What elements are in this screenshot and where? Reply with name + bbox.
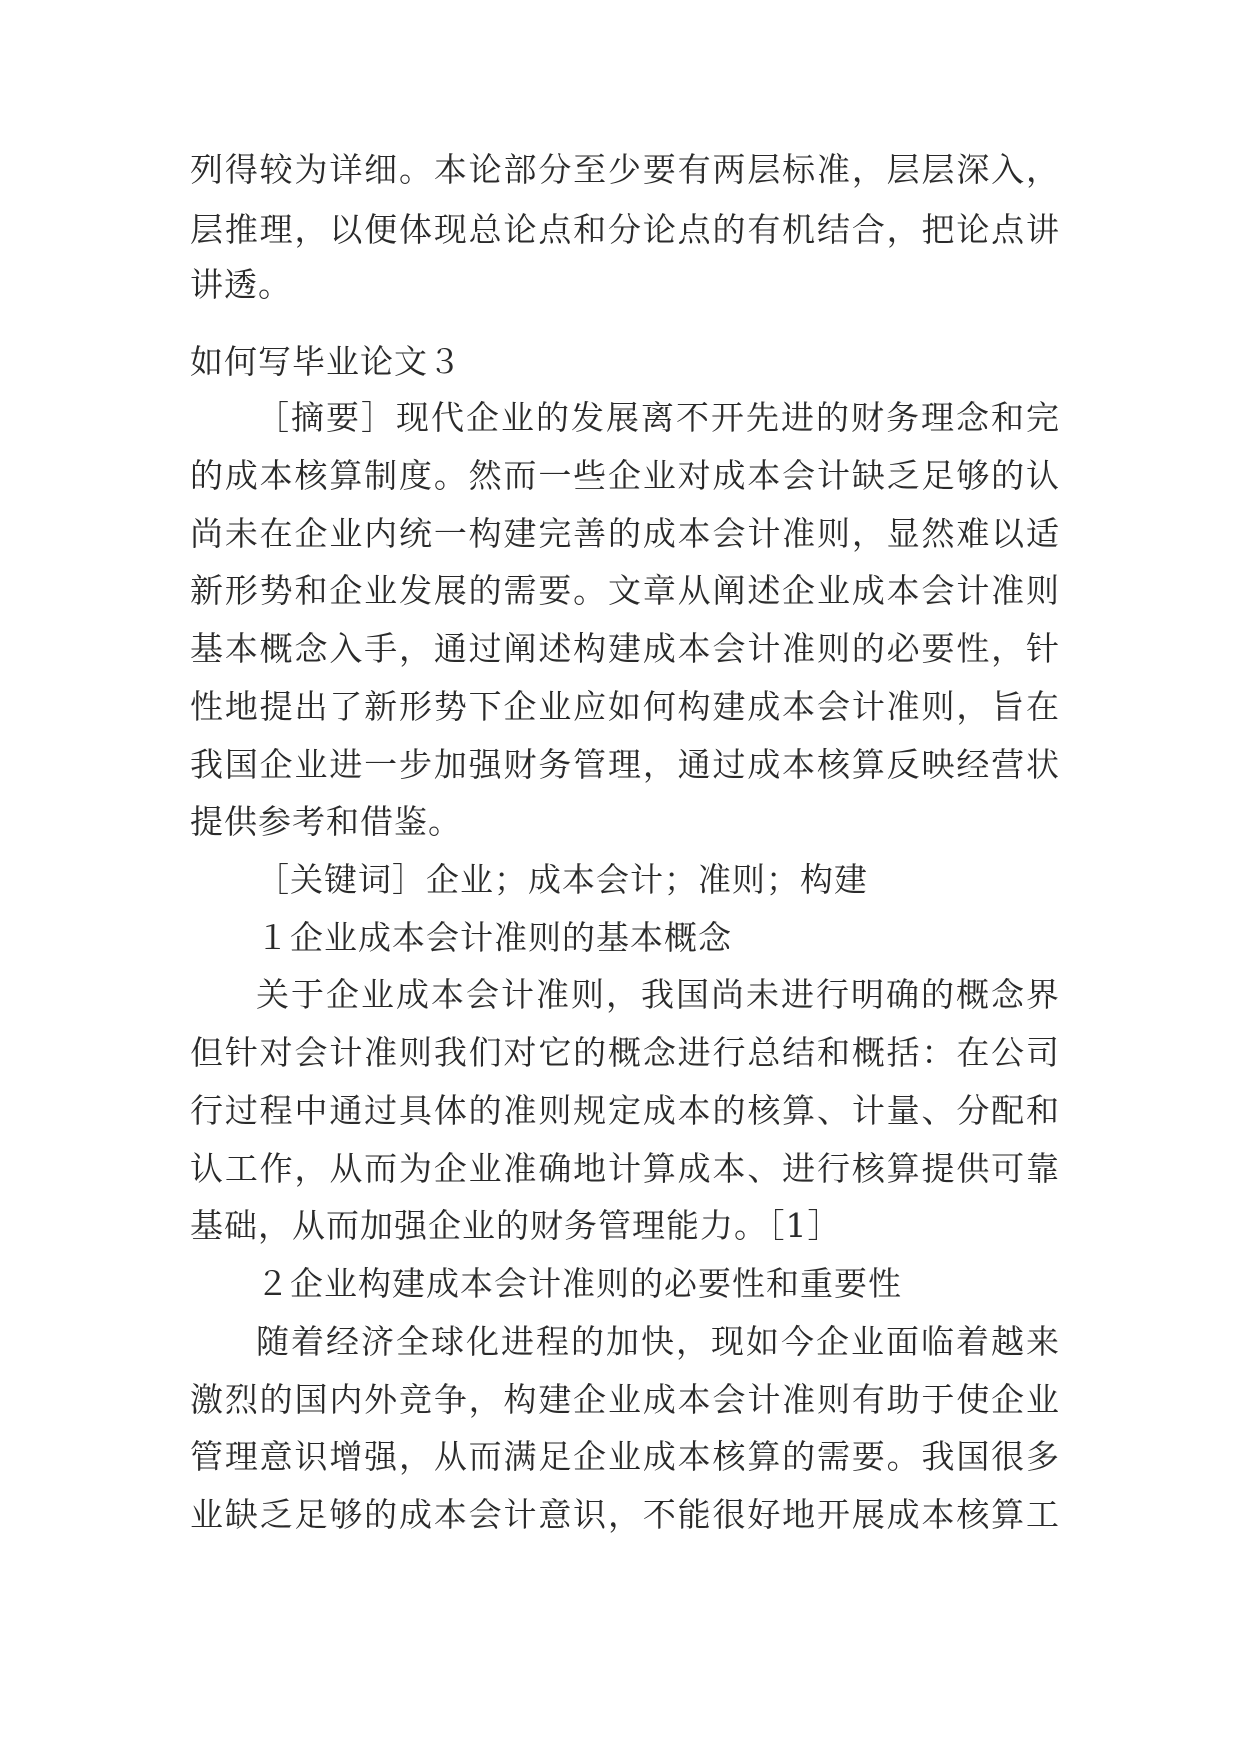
text-line: 基本概念入手，通过阐述构建成本会计准则的必要性，针 bbox=[190, 629, 1060, 668]
text-line: 关于企业成本会计准则，我国尚未进行明确的概念界 bbox=[256, 975, 1060, 1014]
text-line: 新形势和企业发展的需要。文章从阐述企业成本会计准则 bbox=[190, 571, 1060, 610]
subheading-2: ２企业构建成本会计准则的必要性和重要性 bbox=[256, 1264, 902, 1303]
text-line: 基础，从而加强企业的财务管理能力。［1］ bbox=[190, 1206, 842, 1245]
text-line: 但针对会计准则我们对它的概念进行总结和概括：在公司 bbox=[190, 1033, 1060, 1072]
text-line: 尚未在企业内统一构建完善的成本会计准则，显然难以适 bbox=[190, 514, 1060, 553]
text-line: 我国企业进一步加强财务管理，通过成本核算反映经营状 bbox=[190, 745, 1060, 784]
text-line: 性地提出了新形势下企业应如何构建成本会计准则，旨在 bbox=[190, 687, 1060, 726]
text-line: 讲透。 bbox=[190, 265, 292, 304]
text-line: 业缺乏足够的成本会计意识，不能很好地开展成本核算工 bbox=[190, 1495, 1060, 1534]
text-line: 激烈的国内外竞争，构建企业成本会计准则有助于使企业 bbox=[190, 1380, 1060, 1419]
subheading-1: １企业成本会计准则的基本概念 bbox=[256, 918, 732, 957]
keywords-line: ［关键词］企业；成本会计；准则；构建 bbox=[256, 860, 868, 899]
text-line: 随着经济全球化进程的加快，现如今企业面临着越来 bbox=[256, 1322, 1060, 1361]
text-line: 管理意识增强，从而满足企业成本核算的需要。我国很多 bbox=[190, 1437, 1060, 1476]
text-line: 列得较为详细。本论部分至少要有两层标准，层层深入， bbox=[190, 150, 1060, 189]
text-line: 认工作，从而为企业准确地计算成本、进行核算提供可靠 bbox=[190, 1149, 1060, 1188]
text-line: 行过程中通过具体的准则规定成本的核算、计量、分配和 bbox=[190, 1091, 1060, 1130]
abstract-line: ［摘要］现代企业的发展离不开先进的财务理念和完 bbox=[256, 398, 1060, 437]
text-line: 层推理，以便体现总论点和分论点的有机结合，把论点讲 bbox=[190, 210, 1060, 249]
section-heading: 如何写毕业论文３ bbox=[190, 342, 462, 381]
text-line: 的成本核算制度。然而一些企业对成本会计缺乏足够的认 bbox=[190, 456, 1060, 495]
text-line: 提供参考和借鉴。 bbox=[190, 802, 462, 841]
